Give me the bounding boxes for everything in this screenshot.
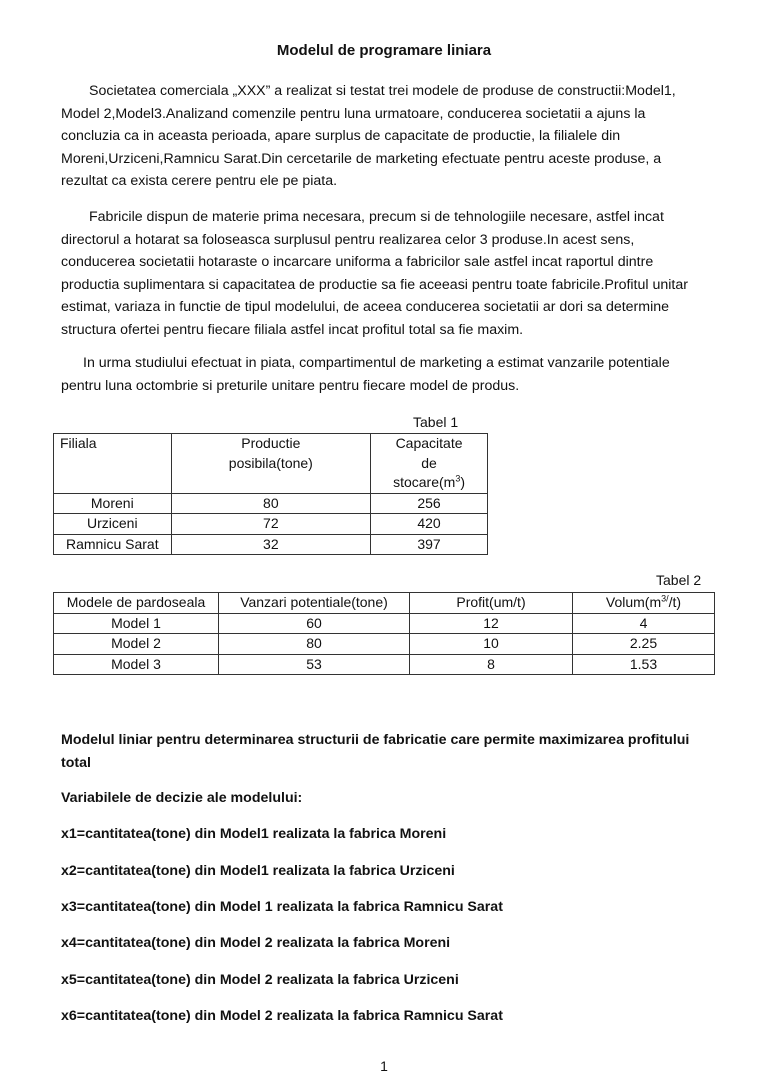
table-header-cell: Filiala <box>54 434 172 494</box>
table-header-cell: Productie posibila(tone) <box>171 434 371 494</box>
table-cell: Moreni <box>54 493 172 514</box>
variable-item: x3=cantitatea(tone) din Model 1 realizata la fabrica Ramnicu Sarat <box>61 899 503 915</box>
variable-item: x6=cantitatea(tone) din Model 2 realizata la fabrica Ramnicu Sarat <box>61 1008 503 1024</box>
page-number: 1 <box>380 1058 388 1074</box>
variable-item: x1=cantitatea(tone) din Model1 realizata la fabrica Moreni <box>61 826 447 842</box>
table2 <box>53 592 715 675</box>
table-cell: 397 <box>371 534 488 555</box>
table-cell: 8 <box>410 654 573 675</box>
table-cell: 53 <box>219 654 410 675</box>
table-header-cell: Modele de pardoseala <box>54 593 219 614</box>
table-cell: 4 <box>573 613 715 634</box>
variables-heading: Variabilele de decizie ale modelului: <box>61 790 303 806</box>
table-header-row <box>54 593 715 614</box>
table-row <box>54 493 488 514</box>
table-cell: 12 <box>410 613 573 634</box>
table1 <box>53 433 488 555</box>
paragraph-1: Societatea comerciala „XXX” a realizat si testat trei modele de produse de constructii:Model1, Model 2,Model3.Analizand comenzile pentru luna urmatoare, conducerea societatii a ajuns la concluzia ca in aceasta perioada, apare surplus de capacitate de productie, la filialele din Moreni,Urziceni,Ramnicu Sarat.Din cercetarile de marketing efectuate pentru aceste produse, a rezultat ca exista cerere pentru ele pe piata. <box>61 83 676 189</box>
variable-item: x5=cantitatea(tone) din Model 2 realizata la fabrica Urziceni <box>61 972 459 988</box>
table-row <box>54 514 488 535</box>
table-cell: 1.53 <box>573 654 715 675</box>
table-cell: Model 1 <box>54 613 219 634</box>
table2-caption: Tabel 2 <box>656 572 702 588</box>
table-cell: 32 <box>171 534 371 555</box>
table-cell: 10 <box>410 634 573 655</box>
table-cell: 420 <box>371 514 488 535</box>
table-header-row <box>54 434 488 494</box>
table-cell: Ramnicu Sarat <box>54 534 172 555</box>
table-header-cell: $Volum(m^{3/}/t)$ <box>573 593 715 614</box>
page-title: Modelul de programare liniara <box>276 42 492 59</box>
model-heading: Modelul liniar pentru determinarea structurii de fabricatie care permite maximizarea profitului total <box>61 732 690 771</box>
paragraph-3: In urma studiului efectuat in piata, compartimentul de marketing a estimat vanzarile potentiale pentru luna octombrie si preturile unitare pentru fiecare model de produs. <box>61 355 670 394</box>
variable-item: x4=cantitatea(tone) din Model 2 realizata la fabrica Moreni <box>61 935 451 951</box>
table-row <box>54 654 715 675</box>
table-cell: Model 2 <box>54 634 219 655</box>
table-cell: 80 <box>171 493 371 514</box>
table-cell: Urziceni <box>54 514 172 535</box>
table-cell: 72 <box>171 514 371 535</box>
table-header-cell: Vanzari potentiale(tone) <box>219 593 410 614</box>
table-header-cell: Profit(um/t) <box>410 593 573 614</box>
table-cell: Model 3 <box>54 654 219 675</box>
paragraph-2: Fabricile dispun de materie prima necesara, precum si de tehnologiile necesare, astfel incat directorul a hotarat sa foloseasca surplusul pentru realizarea celor 3 produse.In acest sens, conducerea societatii hotaraste o incarcare uniforma a fabricilor sale astfel incat raportul dintre productia suplimentara si capacitatea de productie sa fie aceeasi pentru toate fabricile.Profitul unitar estimat, variaza in functie de tipul modelului, de aceea conducerea societatii ar dori sa determine structura ofertei pentru fiecare filiala astfel incat profitul total sa fie maxim. <box>61 209 688 338</box>
table-row <box>54 634 715 655</box>
table-header-cell: Capacitate de $stocare(m^3)$ <box>371 434 488 494</box>
table-cell: 80 <box>219 634 410 655</box>
table1-caption: Tabel 1 <box>413 414 459 430</box>
table-cell: 2.25 <box>573 634 715 655</box>
table-row <box>54 613 715 634</box>
table-cell: 60 <box>219 613 410 634</box>
table-cell: 256 <box>371 493 488 514</box>
table-row <box>54 534 488 555</box>
variable-item: x2=cantitatea(tone) din Model1 realizata la fabrica Urziceni <box>61 863 455 879</box>
